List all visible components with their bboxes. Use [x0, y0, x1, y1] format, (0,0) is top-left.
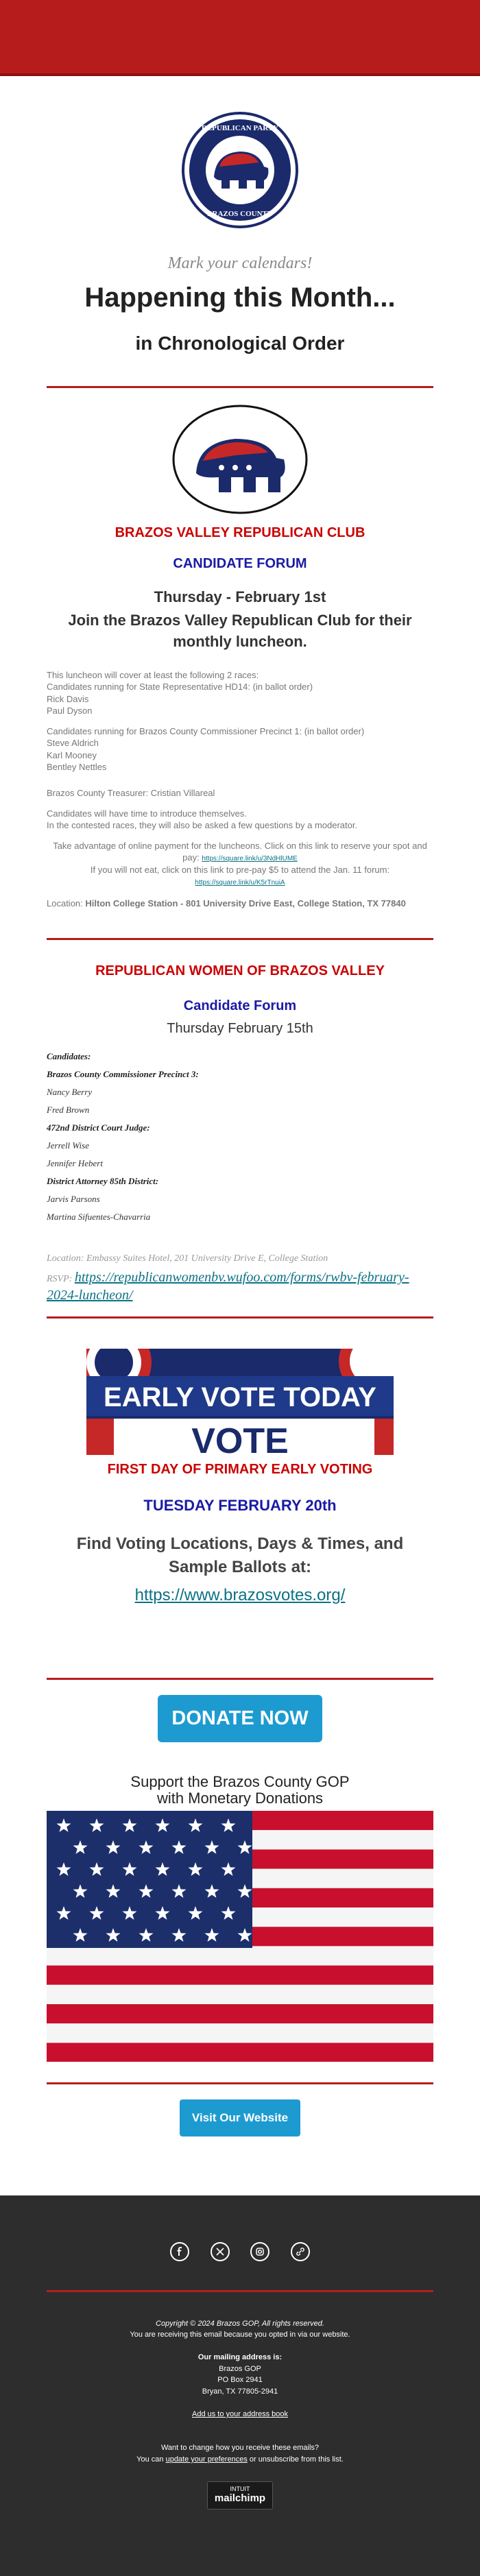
flag-stripe — [47, 2023, 433, 2043]
rsvp-link[interactable]: https://republicanwomenbv.wufoo.com/forms/rwbv-february-2024-luncheon/ — [47, 1270, 409, 1303]
brazos-gop-logo — [182, 112, 298, 228]
footer — [0, 2195, 480, 2576]
club-event-title: CANDIDATE FORUM — [173, 556, 307, 571]
rwbv-event-title: Candidate Forum — [183, 998, 297, 1014]
hd14-candidate: Rick Davis — [47, 693, 89, 704]
support-line-1: Support the Brazos County GOP — [130, 1772, 350, 1790]
candidate-name: Jennifer Hebert — [47, 1158, 103, 1169]
banner-text-main: EARLY VOTE TODAY — [104, 1382, 376, 1413]
instagram-icon[interactable] — [250, 2242, 269, 2261]
club-event-date: Thursday - February 1st — [154, 588, 326, 605]
svg-text:REPUBLICAN PARTY: REPUBLICAN PARTY — [201, 124, 279, 132]
candidate-name: Fred Brown — [47, 1105, 90, 1116]
mailing-heading: Our mailing address is: — [197, 2353, 283, 2362]
update-preferences-link[interactable]: update your preferences — [165, 2455, 248, 2464]
flag-stripe — [47, 2043, 433, 2062]
donate-support-text — [47, 1774, 433, 1807]
donate-now-button[interactable]: DONATE NOW — [158, 1695, 322, 1742]
pay-text: Take advantage of online payment for the luncheons. Click on this link to reserve your spot and pay: — [53, 840, 427, 863]
mailchimp-badge[interactable] — [207, 2481, 273, 2509]
brazosvotes-link[interactable]: https://www.brazosvotes.org/ — [134, 1585, 346, 1604]
early-vote-banner — [86, 1349, 394, 1455]
candidate-name: Jerrell Wise — [47, 1140, 89, 1151]
flag-stripe — [47, 1946, 433, 1965]
link-icon[interactable] — [291, 2242, 310, 2261]
precinct1-line: Candidates running for Brazos County Commissioner Precinct 1: (in ballot order) — [47, 725, 365, 736]
change-question: Want to change how you receive these emails? — [160, 2444, 320, 2453]
badge-bottom: mailchimp — [214, 2492, 266, 2505]
divider — [47, 386, 433, 388]
flag-stripe — [47, 2004, 433, 2023]
precinct1-candidate: Bentley Nettles — [47, 762, 107, 773]
club-details — [47, 669, 433, 910]
rwbv-candidate-list — [47, 1048, 433, 1226]
club-location: Hilton College Station - 801 University Drive East, College Station, TX 77840 — [85, 898, 406, 908]
hd14-candidate: Paul Dyson — [47, 706, 93, 717]
prepay-link[interactable]: https://square.link/u/K5rTnuiA — [195, 879, 285, 887]
elephant-logo — [172, 405, 308, 514]
precinct1-candidate: Karl Mooney — [47, 749, 97, 760]
rwbv-org-title: REPUBLICAN WOMEN OF BRAZOS VALLEY — [95, 963, 385, 979]
header-kicker: Mark your calendars! — [167, 254, 313, 272]
prepay-text: If you will not eat, click on this link to pre-pay $5 to attend the Jan. 11 forum: — [90, 864, 390, 875]
flag-stripe — [47, 1985, 433, 2004]
pay-link[interactable]: https://square.link/u/3NdHlUME — [202, 855, 298, 863]
race-title: Brazos County Commissioner Precinct 3: — [47, 1069, 199, 1080]
address-book-link[interactable]: Add us to your address book — [191, 2409, 289, 2418]
treasurer-line: Brazos County Treasurer: Cristian Villareal — [47, 787, 215, 798]
copyright-text: Copyright © 2024 Brazos GOP, All rights reserved. — [156, 2319, 324, 2328]
page-title: Happening this Month... — [84, 282, 396, 313]
club-org-title: BRAZOS VALLEY REPUBLICAN CLUB — [115, 525, 365, 540]
precinct1-candidate: Steve Aldrich — [47, 738, 99, 749]
top-banner — [0, 0, 480, 76]
change-prefix: You can — [136, 2455, 164, 2464]
intro-time: Candidates will have time to introduce themselves. — [47, 808, 247, 819]
candidate-name: Martina Sifuentes-Chavarria — [47, 1212, 151, 1223]
divider — [47, 2082, 433, 2084]
email-body — [47, 112, 433, 2136]
divider — [47, 1316, 433, 1319]
rsvp-label: RSVP: — [47, 1274, 73, 1285]
early-vote-title: FIRST DAY OF PRIMARY EARLY VOTING — [107, 1462, 373, 1478]
divider — [47, 1678, 433, 1680]
race-title: District Attorney 85th District: — [47, 1176, 159, 1187]
early-vote-find-text: Find Voting Locations, Days & Times, and Sample Ballots at: — [76, 1534, 404, 1576]
visit-website-button[interactable]: Visit Our Website — [180, 2099, 300, 2136]
divider — [47, 938, 433, 940]
candidate-name: Jarvis Parsons — [47, 1194, 100, 1205]
badge-top: INTUIT — [230, 2485, 250, 2493]
location-label: Location: — [47, 898, 83, 908]
change-suffix: or unsubscribe from this list. — [249, 2455, 344, 2464]
rwbv-rsvp — [47, 1268, 433, 1304]
address-line: Bryan, TX 77805-2941 — [202, 2387, 278, 2396]
address-line: PO Box 2941 — [217, 2376, 263, 2385]
svg-text:BRAZOS COUNTY: BRAZOS COUNTY — [207, 210, 273, 218]
american-flag-image — [47, 1811, 433, 2062]
club-tagline: Join the Brazos Valley Republican Club for their monthly luncheon. — [68, 612, 412, 650]
footer-info — [0, 2318, 480, 2466]
hd14-line: Candidates running for State Representative HD14: (in ballot order) — [47, 682, 313, 693]
rwbv-event-date: Thursday February 15th — [167, 1021, 313, 1037]
facebook-icon[interactable] — [170, 2242, 189, 2261]
rwbv-location: Location: Embassy Suites Hotel, 201 University Drive E, College Station — [47, 1253, 328, 1264]
support-line-2: with Monetary Donations — [156, 1789, 324, 1807]
page-subtitle: in Chronological Order — [135, 333, 345, 354]
early-vote-date: TUESDAY FEBRUARY 20th — [143, 1497, 337, 1515]
x-icon[interactable] — [211, 2242, 230, 2261]
candidate-name: Nancy Berry — [47, 1087, 93, 1098]
moderator-line: In the contested races, they will also be asked a few questions by a moderator. — [47, 820, 358, 831]
divider — [47, 2290, 433, 2292]
optin-text: You are receiving this email because you opted in via our website. — [130, 2331, 350, 2339]
races-intro: This luncheon will cover at least the following 2 races: — [47, 669, 259, 680]
address-line: Brazos GOP — [219, 2364, 261, 2373]
flag-stripe — [47, 1966, 433, 1985]
candidates-heading: Candidates: — [47, 1051, 91, 1062]
race-title: 472nd District Court Judge: — [47, 1122, 150, 1133]
banner-text-vote: VOTE — [191, 1421, 289, 1456]
